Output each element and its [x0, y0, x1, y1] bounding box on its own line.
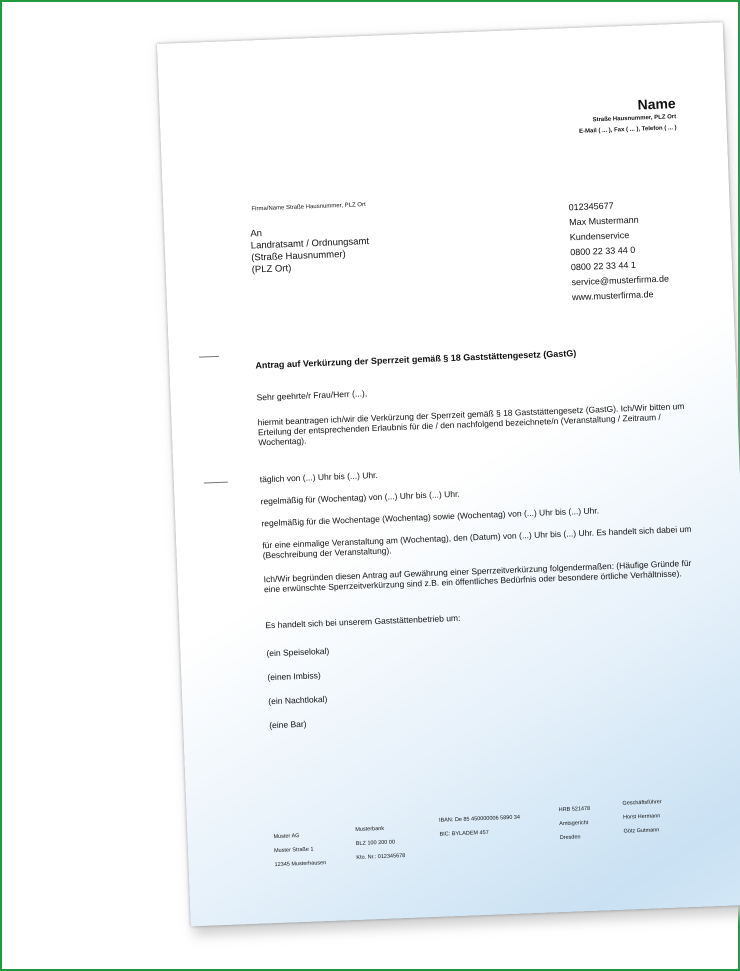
sender-address: Straße Hausnummer, PLZ Ort	[592, 114, 677, 124]
footer-line: Götz Gutmann	[623, 827, 660, 835]
contact-block	[568, 197, 670, 306]
option-weekly: regelmäßig für (Wochentag) von (...) Uhr bis (...) Uhr.	[260, 488, 460, 507]
recipient-block	[250, 224, 370, 277]
sender-name: Name	[637, 95, 676, 113]
footer-line: Amtsgericht	[559, 820, 589, 828]
footer-line: IBAN: De 85 450000006 5890 34	[438, 814, 521, 824]
recipient-line: (Straße Hausnummer)	[251, 248, 346, 264]
footer-line: 12345 Musterhausen	[274, 860, 327, 869]
reason-paragraph: Ich/Wir begründen diesen Antrag auf Gewährung einer Sperrzeitverkürzung folgendermaßen: (Häufige Gründe für eine erwünschte Sperrzeitverkürzung sind z.B. ein öffentliches Bedürfnis oder besondere örtliche Verhältnisse).	[263, 557, 692, 595]
footer-management	[622, 795, 663, 838]
salutation: Sehr geehrte/r Frau/Herr (...),	[256, 388, 368, 403]
footer-line: Musterbank	[355, 825, 385, 833]
option-single-event: für eine einmalige Veranstaltung am (Wochentag), den (Datum) von (...) Uhr bis (...) Uhr. Es handelt sich dabei um (Beschreibung der Veranstaltung).	[262, 523, 692, 561]
footer-line: Muster Straße 1	[273, 846, 314, 855]
option-daily: täglich von (...) Uhr bis (...) Uhr.	[259, 469, 378, 485]
fold-mark	[204, 482, 228, 484]
recipient-line: Landratsamt / Ordnungsamt	[250, 236, 370, 252]
contact-line: Kundenservice	[569, 230, 630, 243]
footer-bank	[355, 821, 406, 865]
footer-register	[558, 802, 591, 845]
contact-line: Max Mustermann	[568, 214, 639, 228]
letter-page	[157, 22, 740, 926]
contact-line: www.musterfirma.de	[571, 289, 654, 303]
return-address: Firma/Name Straße Hausnummer, PLZ Ort	[251, 202, 366, 213]
subject-line: Antrag auf Verkürzung der Sperrzeit gemäß § 18 Gaststättengesetz (GastG)	[255, 348, 577, 371]
footer-company	[273, 828, 326, 872]
footer-line: BIC: BYLADEM 457	[439, 829, 489, 838]
sender-contact: E-Mail ( ... ), Fax ( ... ), Telefon ( ... )	[579, 125, 677, 135]
footer-line: Muster AG	[273, 833, 300, 841]
footer-line: Kto. Nr.: 012345678	[356, 853, 406, 861]
footer-line: BLZ 100 200 00	[355, 839, 396, 847]
option-weekdays: regelmäßig für die Wochentage (Wochentag) sowie (Wochentag) von (...) Uhr bis (...) Uhr.	[261, 505, 600, 529]
business-type: (ein Speiselokal)	[266, 645, 330, 659]
footer-iban	[439, 811, 521, 842]
fold-mark	[199, 356, 219, 358]
recipient-line: An	[250, 228, 263, 240]
business-type: (einen Imbiss)	[267, 670, 321, 683]
footer-line: Horst Hermann	[622, 813, 661, 821]
recipient-line: (PLZ Ort)	[251, 263, 292, 276]
contact-line: 0800 22 33 44 1	[570, 259, 637, 273]
intro-paragraph: hiermit beantragen ich/wir die Verkürzung der Sperrzeit gemäß § 18 Gaststättengesetz (GastG). Ich/Wir bitten um Erteilung der entsprechenden Erlaubnis für die / den nachfolgend bezeichnete/n (Veranstaltung / Zeitraum / Wochentag).	[257, 401, 685, 448]
footer-line: Geschäftsführer	[622, 799, 662, 807]
contact-line: 0800 22 33 44 0	[570, 244, 636, 258]
contact-line: service@musterfirma.de	[571, 273, 670, 288]
footer-line: HRB 521478	[558, 805, 591, 814]
business-type: (eine Bar)	[269, 718, 307, 731]
business-intro: Es handelt sich bei unserem Gaststättenbetrieb um:	[265, 612, 461, 631]
contact-line: 012345677	[568, 200, 614, 213]
business-type: (ein Nachtlokal)	[268, 693, 328, 707]
footer-line: Dresden	[559, 834, 581, 842]
